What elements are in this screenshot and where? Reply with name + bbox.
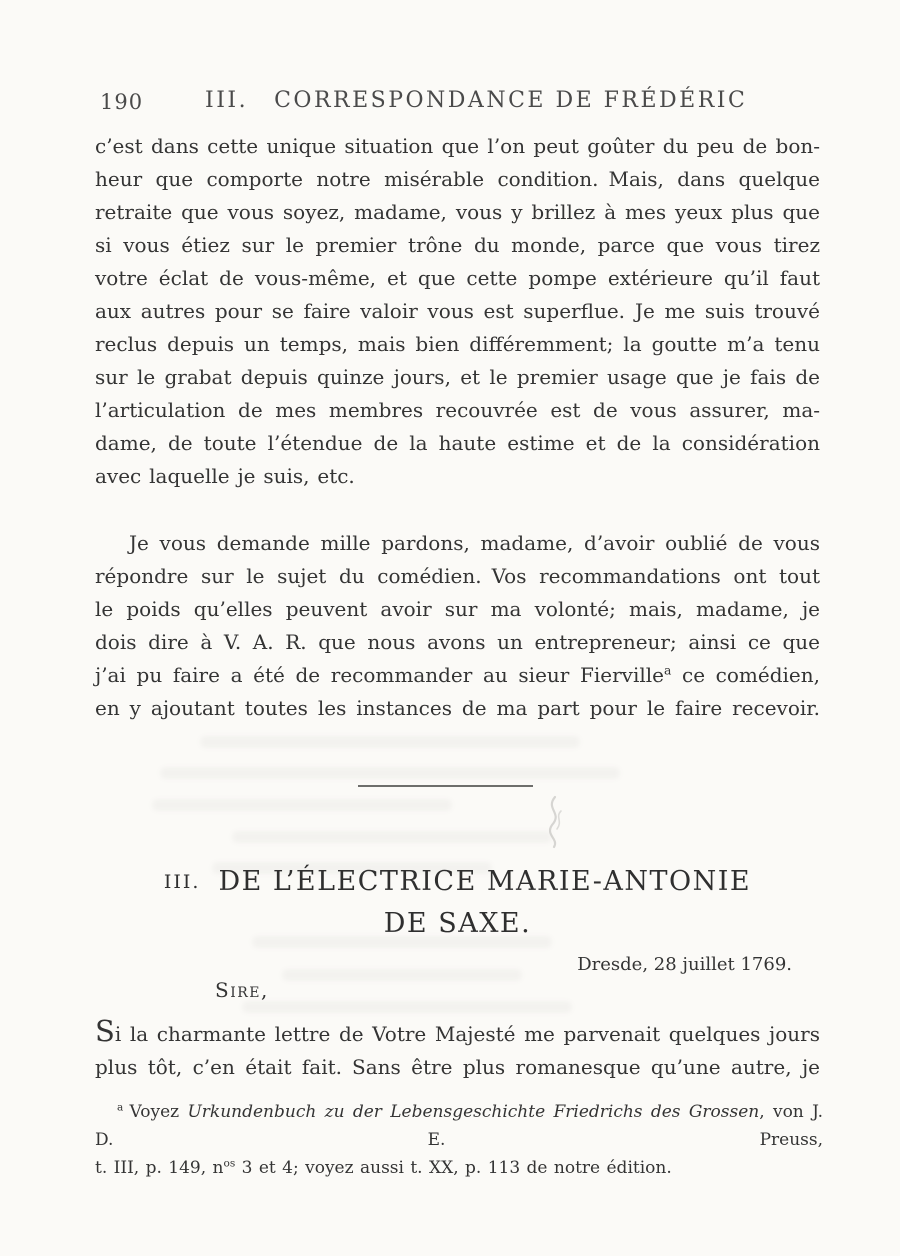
section-divider-rule [358, 785, 533, 787]
text-line: t. III, p. 149, $n^{os}$ 3 et 4; voyez aussi t. XX, p. 113 de notre édition. [95, 1157, 672, 1178]
bleedthrough-line [242, 1001, 572, 1013]
letter-number: III. [163, 871, 201, 893]
running-header [0, 88, 900, 118]
bleedthrough-line [232, 831, 552, 843]
text-line: c’est dans cette unique situation que l’on peut goûter du peu de bon- [95, 134, 820, 158]
text-line: l’articulation de mes membres recouvrée est de vous assurer, ma- [95, 398, 820, 422]
text-line: avec laquelle je suis, etc. [95, 464, 355, 488]
bleedthrough-line [152, 799, 452, 811]
pencil-smudge-mark [533, 793, 575, 851]
text-line: plus tôt, c’en était fait. Sans être plus romanesque qu’une autre, je [95, 1055, 820, 1079]
letter-postscript-paragraph [95, 527, 820, 725]
bleedthrough-line [200, 736, 580, 748]
text-line: répondre sur le sujet du comédien. Vos recommandations ont tout [95, 564, 820, 588]
text-line: heur que comporte notre misérable condition. Mais, dans quelque [95, 167, 820, 191]
letter-paragraph-continued [95, 130, 820, 493]
text-line: dois dire à V. A. R. que nous avons un entrepreneur; ainsi ce que [95, 630, 820, 654]
letter-title-line2: DE SAXE. [383, 908, 532, 939]
text-line: aux autres pour se faire valoir vous est superflue. Je me suis trouvé [95, 299, 820, 323]
text-line: sur le grabat depuis quinze jours, et le premier usage que je fais de [95, 365, 820, 389]
letter-heading [95, 866, 820, 939]
text-line: Si la charmante lettre de Votre Majesté me parvenait quelques jours [95, 1014, 820, 1048]
footnote [95, 1098, 823, 1182]
letter-title-line1: DE L’ÉLECTRICE MARIE-ANTONIE [218, 866, 752, 897]
letter-heading-line1 [95, 866, 820, 897]
text-line: reclus depuis un temps, mais bien différemment; la goutte m’a tenu [95, 332, 820, 356]
header-chapter-number: III. [205, 88, 249, 113]
text-line: Je vous demande mille pardons, madame, d’avoir oublié de vous [129, 531, 820, 555]
text-line: j’ai pu faire a été de recommander au sieur Fierville$^a$ ce comédien, [95, 662, 820, 687]
page-number: 190 [100, 90, 144, 114]
dateline: Dresde, 28 juillet 1769. [577, 954, 792, 975]
text-line: votre éclat de vous-même, et que cette pompe extérieure qu’il faut [95, 266, 820, 290]
text-line: le poids qu’elles peuvent avoir sur ma volonté; mais, madame, je [95, 597, 820, 621]
text-line: retraite que vous soyez, madame, vous y brillez à mes yeux plus que [95, 200, 820, 224]
header-title-text: CORRESPONDANCE DE FRÉDÉRIC [274, 88, 748, 113]
text-line: en y ajoutant toutes les instances de ma part pour le faire recevoir. [95, 696, 820, 720]
text-line: si vous étiez sur le premier trône du monde, parce que vous tirez [95, 233, 820, 257]
bleedthrough-line [160, 767, 620, 779]
header-title [205, 88, 747, 113]
text-line: dame, de toute l’étendue de la haute estime et de la considération [95, 431, 820, 455]
letter-opening-paragraph [95, 1014, 820, 1084]
salutation: Sire, [215, 978, 269, 1002]
text-line: $^a$ Voyez Urkundenbuch zu der Lebensgeschichte Friedrichs des Grossen, von J. D. E. Preuss, [95, 1101, 823, 1150]
